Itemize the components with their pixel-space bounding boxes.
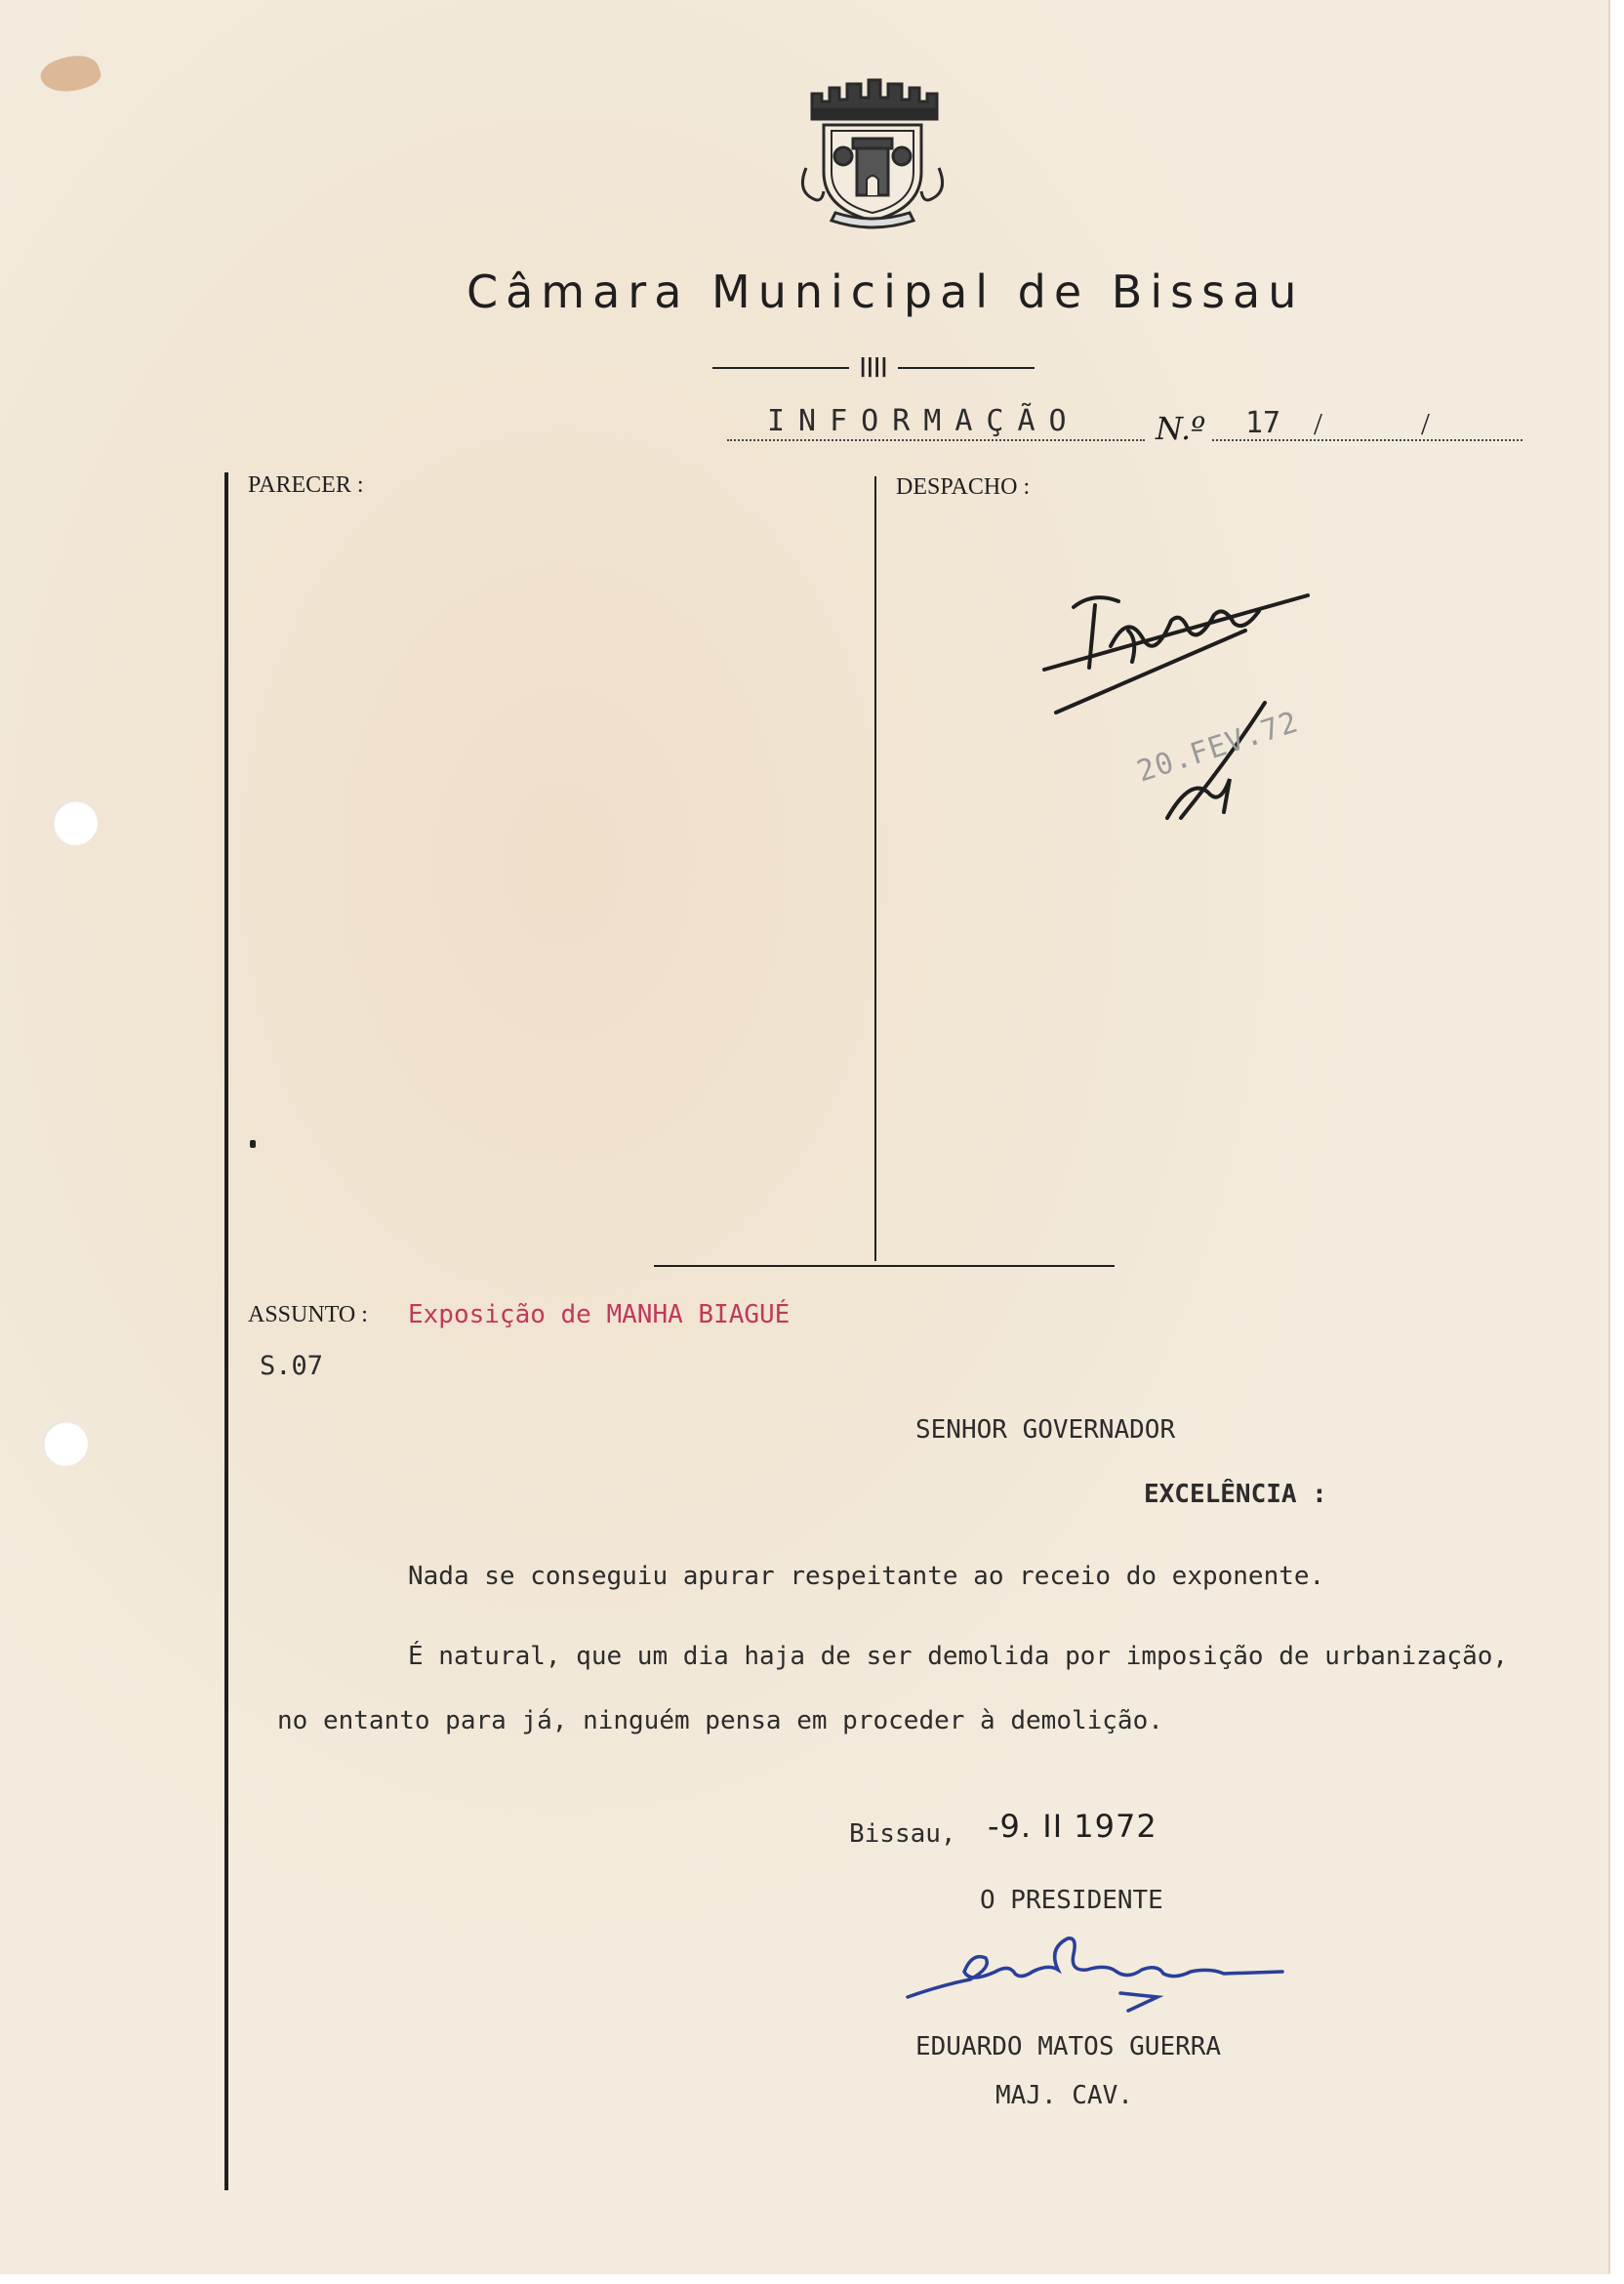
punch-hole-top: [53, 800, 98, 845]
left-margin-rule: [224, 472, 228, 2190]
signer-title: O PRESIDENTE: [980, 1886, 1163, 1915]
received-date-stamp: 20.FEV.72: [1132, 705, 1303, 790]
divider-right: [898, 367, 1035, 369]
paragraph-2-line-2: no entanto para já, ninguém pensa em proceder à demolição.: [277, 1706, 1163, 1735]
divider-mark: IIII: [859, 351, 888, 384]
ink-dot: [250, 1140, 256, 1148]
date-slash-1: /: [1314, 406, 1322, 441]
letter-date: -9. II 1972: [988, 1808, 1157, 1845]
paragraph-1: Nada se conseguiu apurar respeitante ao receio do exponente.: [408, 1562, 1325, 1591]
punch-hole-bottom: [43, 1421, 88, 1466]
number-value: 17: [1245, 406, 1281, 440]
center-divider-rule: [874, 476, 876, 1261]
place-label: Bissau,: [849, 1819, 956, 1849]
paragraph-2-line-1: É natural, que um dia haja de ser demolida por imposição de urbanização,: [408, 1642, 1509, 1671]
president-signature-icon: [902, 1929, 1294, 2026]
signer-rank: MAJ. CAV.: [995, 2081, 1133, 2110]
subject-code: S.07: [260, 1351, 324, 1381]
section-bottom-rule: [654, 1265, 1115, 1267]
despacho-label: DESPACHO :: [896, 474, 1031, 500]
paper-damage-mark: [37, 49, 103, 101]
doc-type-dotted-line: [727, 439, 1145, 441]
number-label: N.º: [1156, 410, 1206, 447]
honorific: EXCELÊNCIA :: [1144, 1480, 1327, 1509]
subject-label: ASSUNTO :: [248, 1302, 368, 1327]
coat-of-arms-emblem: [792, 74, 953, 234]
despacho-signature-icon: [1035, 572, 1327, 836]
signer-name: EDUARDO MATOS GUERRA: [915, 2032, 1222, 2061]
institution-title: Câmara Municipal de Bissau: [467, 265, 1305, 318]
divider-left: [712, 367, 849, 369]
parecer-label: PARECER :: [248, 472, 364, 498]
date-slash-2: /: [1421, 406, 1430, 441]
doc-type-label: INFORMAÇÃO: [767, 404, 1080, 438]
salutation: SENHOR GOVERNADOR: [915, 1415, 1176, 1445]
subject-text: Exposição de MANHA BIAGUÉ: [408, 1300, 791, 1329]
